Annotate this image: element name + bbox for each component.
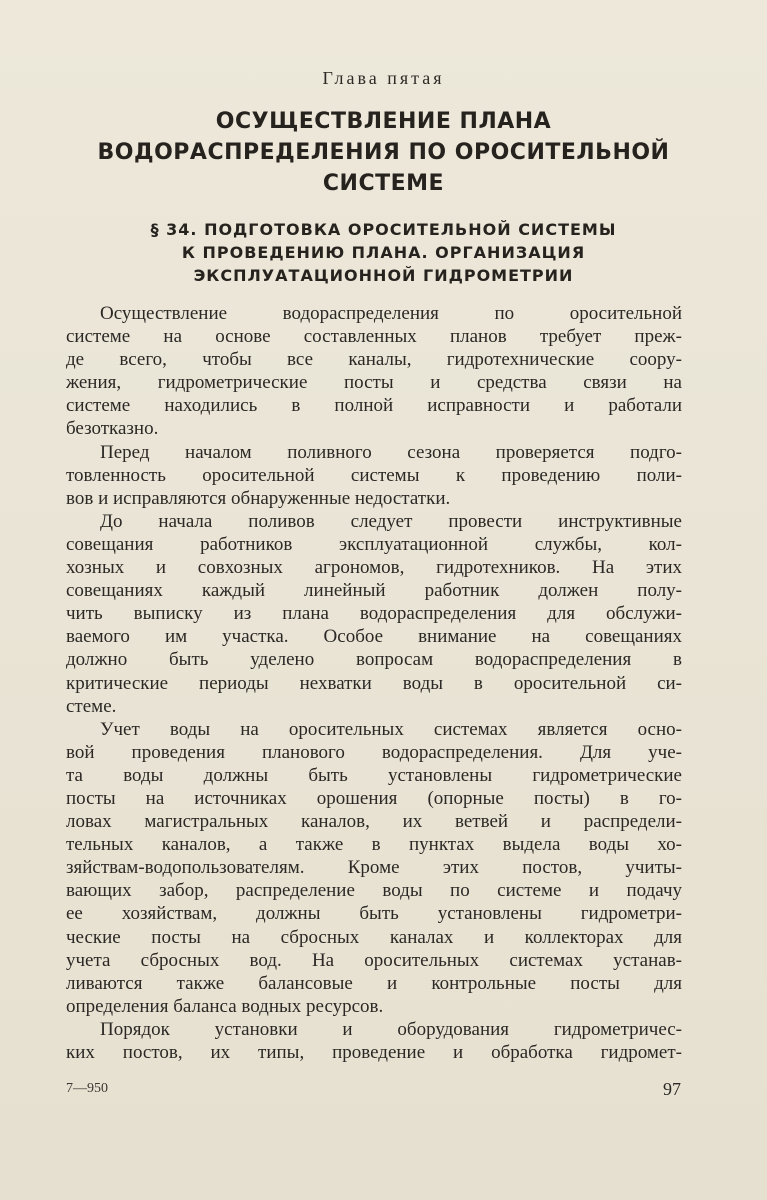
paragraph (66, 718, 682, 1018)
text-line: де всего, чтобы все каналы, гидротехнические соору- (66, 349, 682, 371)
text-line: та воды должны быть установлены гидрометрические (66, 764, 682, 786)
text-line: жения, гидрометрические посты и средства связи на (66, 372, 682, 394)
text-line: зяйствам-водопользователям. Кроме этих постов, учиты- (66, 857, 682, 879)
text-line: безотказно. (66, 418, 159, 440)
chapter-title (60, 106, 707, 199)
paragraph (66, 302, 682, 441)
text-line: стеме. (66, 695, 117, 717)
section-heading-line: К ПРОВЕДЕНИЮ ПЛАНА. ОРГАНИЗАЦИЯ (181, 243, 586, 262)
chapter-label: Глава пятая (322, 68, 445, 88)
text-line: До начала поливов следует провести инструктивные (100, 510, 682, 532)
text-line: определения баланса водных ресурсов. (66, 995, 384, 1017)
chapter-title-line: ВОДОРАСПРЕДЕЛЕНИЯ ПО ОРОСИТЕЛЬНОЙ (97, 140, 670, 165)
paragraph (66, 510, 682, 718)
text-line: тельных каналов, а также в пунктах выдела воды хо- (66, 834, 682, 856)
printer-signature: 7—950 (66, 1081, 108, 1096)
text-line: Порядок установки и оборудования гидрометричес- (100, 1018, 682, 1040)
text-line: совещаниях каждый линейный работник должен полу- (66, 580, 682, 602)
text-line: ваемого им участка. Особое внимание на совещаниях (66, 626, 682, 648)
text-line: Осуществление водораспределения по оросительной (100, 303, 682, 324)
text-line: ее хозяйствам, должны быть установлены гидрометри- (66, 903, 682, 925)
page-number: 97 (663, 1079, 681, 1099)
text-line: вающих забор, распределение воды по системе и подачу (66, 880, 682, 902)
text-line: системе на основе составленных планов требует преж- (66, 326, 682, 348)
text-line: вов и исправляются обнаруженные недостатки. (66, 487, 451, 509)
text-line: Перед началом поливного сезона проверяется подго- (100, 441, 682, 463)
text-line: совещания работников эксплуатационной службы, кол- (66, 533, 682, 555)
section-heading (60, 218, 707, 287)
text-line: хозных и совхозных агрономов, гидротехников. На этих (66, 557, 682, 579)
section-heading-line: § 34. ПОДГОТОВКА ОРОСИТЕЛЬНОЙ СИСТЕМЫ (150, 220, 617, 239)
paragraph (66, 1018, 682, 1064)
chapter-title-line: ОСУЩЕСТВЛЕНИЕ ПЛАНА (215, 109, 552, 134)
text-line: системе находились в полной исправности и работали (66, 395, 682, 417)
text-line: посты на источниках орошения (опорные посты) в го- (66, 787, 682, 809)
chapter-title-line: СИСТЕМЕ (322, 171, 445, 196)
text-line: товленность оросительной системы к проведению поли- (66, 464, 682, 486)
text-line: критические периоды нехватки воды в оросительной си- (66, 672, 682, 694)
body-text (66, 302, 682, 1064)
text-line: ливаются также балансовые и контрольные посты для (66, 972, 682, 994)
text-line: ческие посты на сбросных каналах и коллекторах для (66, 926, 682, 948)
text-line: ловах магистральных каналов, их ветвей и распредели- (66, 811, 682, 833)
text-line: вой проведения планового водораспределения. Для уче- (66, 741, 682, 763)
section-heading-line: ЭКСПЛУАТАЦИОННОЙ ГИДРОМЕТРИИ (193, 266, 574, 285)
text-line: Учет воды на оросительных системах является осно- (100, 718, 682, 740)
text-line: должно быть уделено вопросам водораспределения в (66, 649, 682, 671)
text-line: ких постов, их типы, проведение и обработка гидромет- (66, 1042, 682, 1063)
text-line: учета сбросных вод. На оросительных системах устанав- (66, 949, 682, 971)
text-line: чить выписку из плана водораспределения для обслужи- (66, 603, 682, 625)
paragraph (66, 441, 682, 510)
